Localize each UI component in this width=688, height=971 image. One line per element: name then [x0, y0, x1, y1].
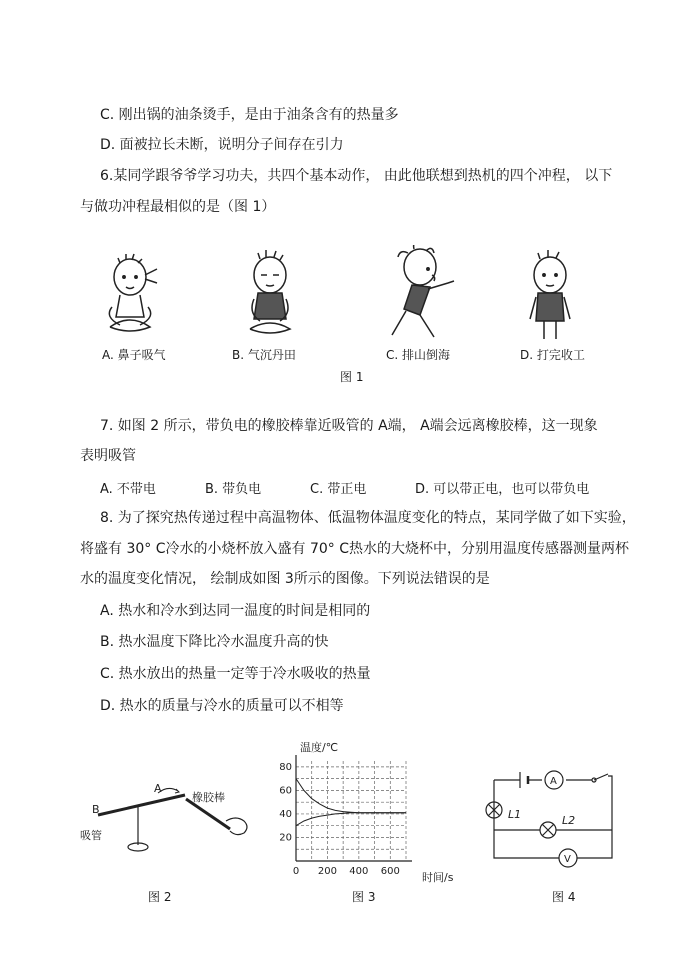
voltmeter-label: V: [564, 854, 571, 865]
figure-1-caption-d: D. 打完收工: [520, 348, 585, 362]
fig2-label-rod: 橡胶棒: [192, 791, 225, 804]
q8-stem-line3: 水的温度变化情况， 绘制成如图 3所示的图像。下列说法错误的是: [80, 571, 490, 587]
y-tick-label: 20: [279, 832, 292, 844]
figure-1-label: 图 1: [340, 370, 364, 384]
chart-axes: [296, 755, 412, 861]
l2-label: L2: [562, 814, 576, 827]
figure-2-caption: 图 2: [148, 890, 172, 904]
figure-4-caption: 图 4: [552, 890, 576, 904]
chart-ticks: [279, 762, 400, 877]
y-tick-label: 40: [279, 808, 292, 820]
q8-option-b: B. 热水温度下降比冷水温度升高的快: [100, 634, 329, 650]
q7-option-c: C. 带正电: [310, 482, 367, 497]
q5-option-c: C. 刚出锅的油条烫手，是由于油条含有的热量多: [100, 107, 399, 123]
q8-option-a: A. 热水和冷水到达同一温度的时间是相同的: [100, 603, 371, 619]
q7-stem-line1: 7. 如图 2 所示，带负电的橡胶棒靠近吸管的 A端， A端会远离橡胶棒，这一现象: [100, 418, 598, 434]
q7-option-a: A. 不带电: [100, 482, 156, 497]
figure-1-caption-c: C. 排山倒海: [386, 348, 451, 362]
q7-option-d: D. 可以带正电，也可以带负电: [415, 482, 590, 497]
fig2-label-b: B: [92, 803, 100, 816]
ammeter-label: A: [550, 776, 557, 787]
q7-option-b: B. 带负电: [205, 482, 262, 497]
x-tick-label: 400: [349, 866, 369, 877]
figure-1-caption-a: A. 鼻子吸气: [102, 348, 166, 362]
x-tick-label: 200: [317, 866, 337, 877]
fig2-label-straw: 吸管: [80, 829, 102, 842]
figure-3-caption: 图 3: [352, 890, 376, 904]
q8-stem-line1: 8. 为了探究热传递过程中高温物体、低温物体温度变化的特点，某同学做了如下实验，: [100, 510, 636, 526]
figure-b-qi-sinking: [250, 250, 290, 333]
chart-grid: [296, 761, 406, 861]
y-tick-label: 80: [279, 761, 292, 773]
switch-lever: [594, 774, 608, 780]
hand: [226, 818, 247, 835]
figure-1-caption-b: B. 气沉丹田: [232, 348, 296, 362]
q6-stem-line2: 与做功冲程最相似的是（图 1）: [80, 199, 276, 215]
q5-option-d: D. 面被拉长未断，说明分子间存在引力: [100, 137, 344, 153]
figure-c-pushing: [392, 245, 454, 337]
q8-option-c: C. 热水放出的热量一定等于冷水吸收的热量: [100, 666, 371, 682]
hot-water-curve: [296, 779, 406, 813]
q6-stem-line1: 6.某同学跟爷爷学习功夫，共四个基本动作， 由此他联想到热机的四个冲程， 以下: [100, 168, 613, 184]
figure-d-finish: [530, 250, 570, 339]
chart-xlabel: 时间/s: [422, 871, 454, 884]
straw: [98, 795, 185, 815]
figure-3-chart: [270, 735, 470, 885]
figure-2-diagram: [80, 775, 270, 865]
x-tick-label: 600: [380, 866, 400, 877]
figure-a-breathe-in: [109, 254, 157, 331]
y-tick-label: 60: [279, 785, 292, 797]
cold-water-curve: [296, 813, 406, 826]
q7-stem-line2: 表明吸管: [80, 448, 136, 464]
fig2-label-a: A: [154, 782, 162, 795]
figure-4-circuit: [480, 768, 620, 868]
q8-stem-line2: 将盛有 30° C冷水的小烧杯放入盛有 70° C热水的大烧杯中，分别用温度传感器测量两杯: [80, 541, 629, 557]
figure-1-illustrations: [90, 245, 590, 345]
l1-label: L1: [508, 808, 522, 821]
chart-ylabel: 温度/℃: [300, 741, 339, 754]
x-tick-label: 0: [292, 866, 300, 877]
q8-option-d: D. 热水的质量与冷水的质量可以不相等: [100, 698, 344, 714]
